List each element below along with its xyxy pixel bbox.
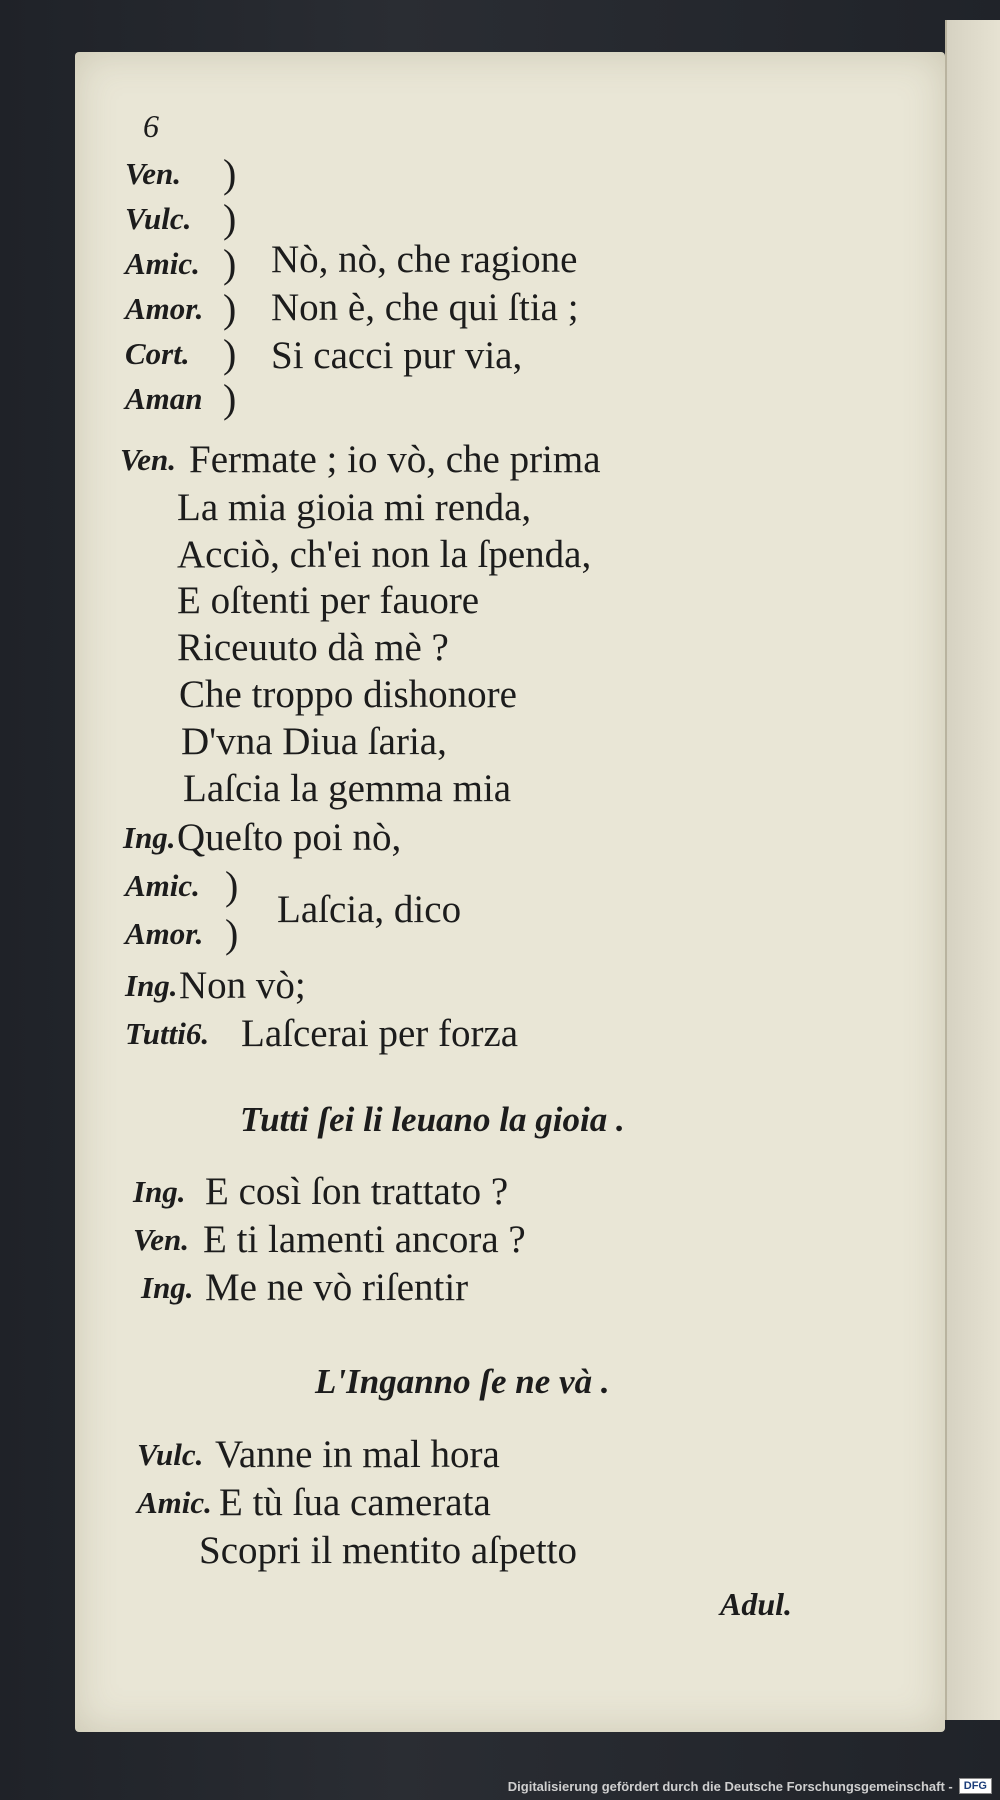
speaker-label: Ing. [125,968,178,1003]
brace: ) [223,376,237,421]
book-page [75,52,945,1732]
speaker-label: Ing. [123,820,176,855]
verse-line: E oſtenti per fauore [177,579,480,622]
verse-line: Si cacci pur via, [271,334,523,377]
speaker-label: Amic. [125,246,200,281]
page-number: 6 [143,108,159,144]
verse-line: Non vò; [179,964,306,1007]
verse-line: Laſcia, dico [277,888,462,931]
speaker-label: Vulc. [137,1437,204,1472]
speaker-label: Amor. [125,291,204,326]
verse-line: Che troppo dishonore [179,673,517,716]
catchword: Adul. [720,1586,793,1622]
brace: ) [223,151,237,196]
speaker-label: Ing. [133,1174,186,1209]
speaker-label: Ven. [120,442,176,477]
verse-line: Non è, che qui ſtia ; [271,286,579,329]
speaker-label: Aman [125,381,203,416]
page-content [75,52,945,1732]
speaker-label: Cort. [125,336,190,371]
brace: ) [223,241,237,286]
speaker-label: Amic. [125,868,200,903]
verse-line: Me ne vò riſentir [205,1266,469,1309]
brace: ) [225,911,239,956]
speaker-label: Amor. [125,916,204,951]
stage-direction: Tutti ſei li leuano la gioia . [240,1100,625,1139]
verse-line: La mia gioia mi renda, [177,486,532,529]
verse-line: D'vna Diua ſaria, [181,720,447,763]
verse-line: Vanne in mal hora [215,1433,500,1476]
verse-line: Nò, nò, che ragione [271,238,578,281]
verse-line: Riceuuto dà mè ? [177,626,449,669]
verse-line: Laſcerai per forza [241,1012,519,1055]
speaker-label: Ven. [125,156,181,191]
stage-direction: L'Inganno ſe ne và . [315,1362,610,1401]
speaker-label: Ing. [141,1270,194,1305]
verse-line: Scopri il mentito aſpetto [199,1529,578,1572]
credit-text: Digitalisierung gefördert durch die Deutsche Forschungsgemeinschaft - [507,1778,953,1794]
verse-line: Laſcia la gemma mia [183,767,512,810]
brace: ) [225,863,239,908]
brace: ) [223,196,237,241]
brace: ) [223,331,237,376]
verse-line: E tù ſua camerata [219,1481,491,1524]
speaker-label: Tutti6. [125,1016,210,1051]
verse-line: E ti lamenti ancora ? [203,1218,526,1261]
speaker-label: Ven. [133,1222,189,1257]
verse-line: Queſto poi nò, [177,816,402,859]
adjacent-page-edge [945,20,1000,1720]
verse-line: Fermate ; io vò, che prima [189,438,601,481]
verse-line: Acciò, ch'ei non la ſpenda, [177,533,592,576]
speaker-label: Amic. [137,1485,212,1520]
digitization-credit [508,1778,992,1794]
speaker-label: Vulc. [125,201,192,236]
dfg-logo-icon: DFG [959,1778,992,1794]
brace: ) [223,286,237,331]
verse-line: E così ſon trattato ? [205,1170,509,1213]
